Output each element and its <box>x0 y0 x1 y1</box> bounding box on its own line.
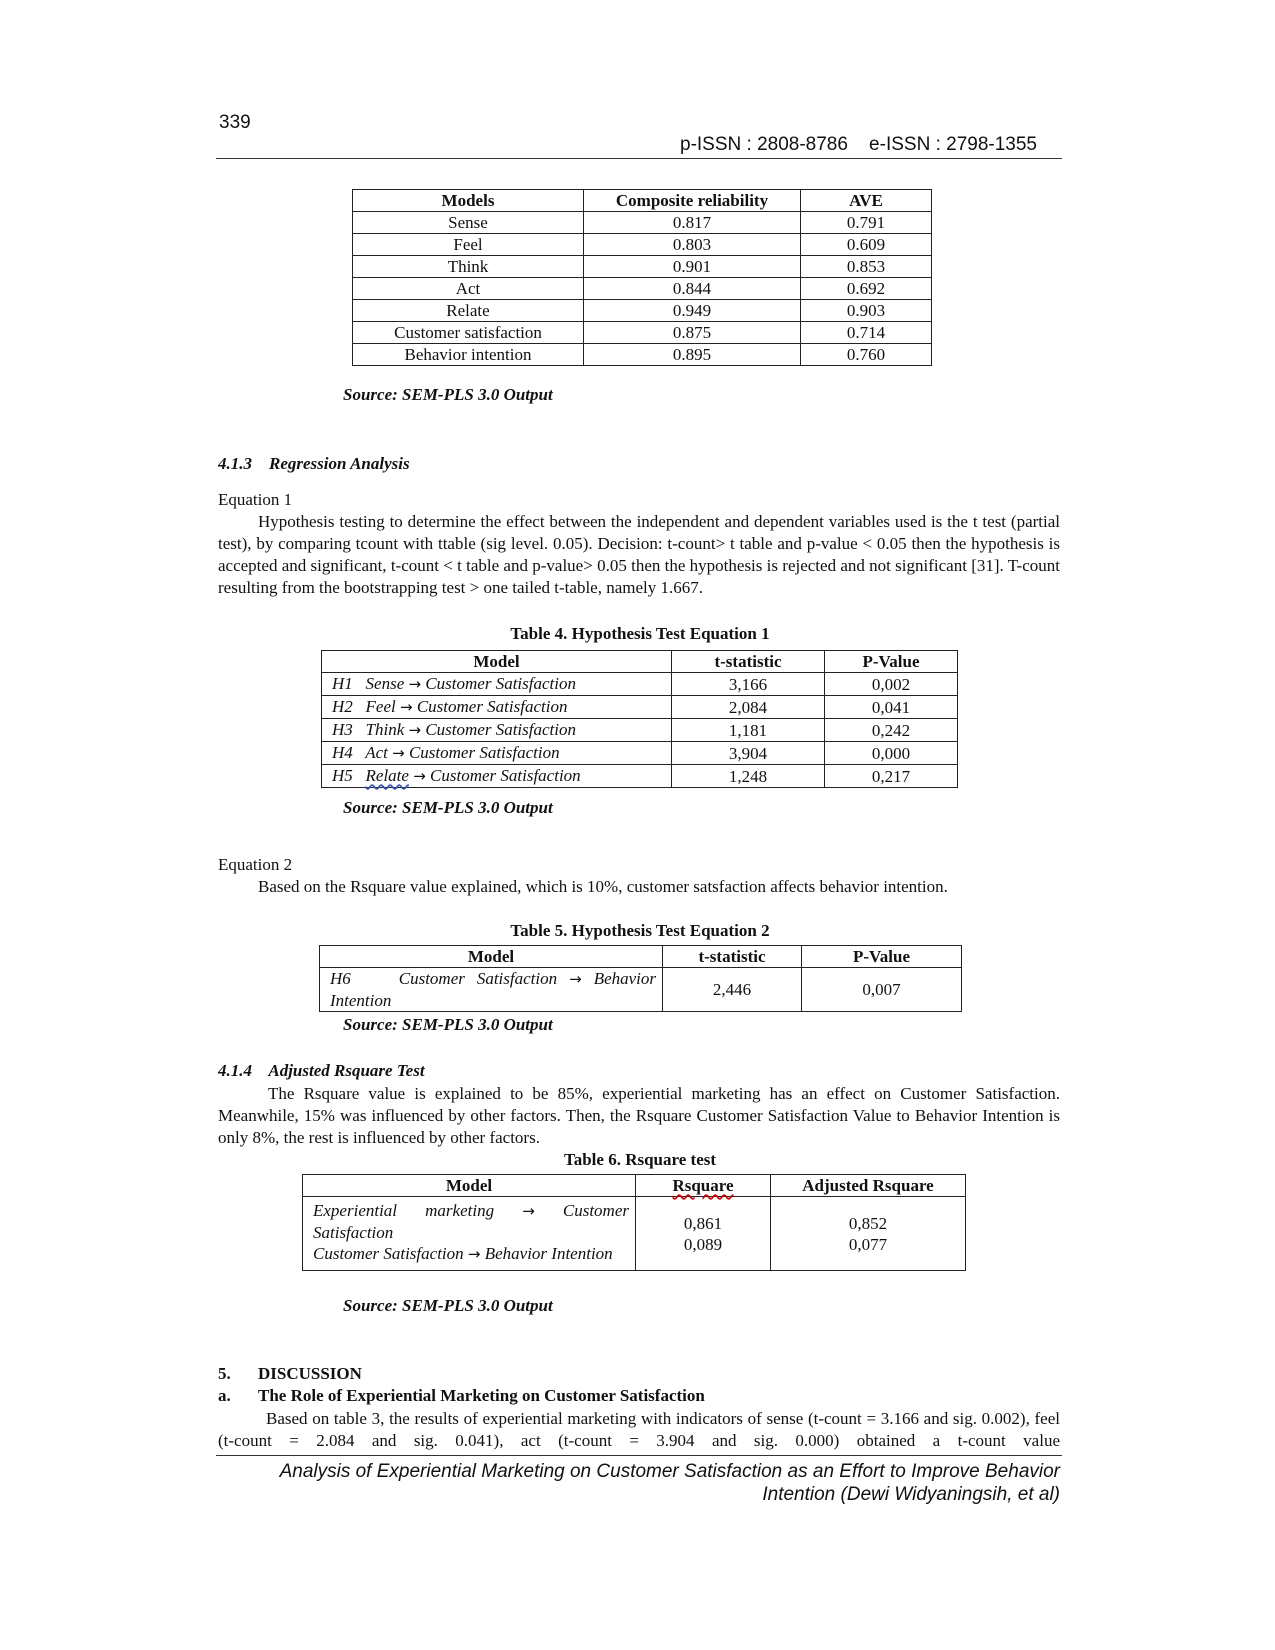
hyp-to: Behavior Intention <box>330 969 657 1010</box>
table-row <box>353 278 932 300</box>
hypothesis-cell <box>322 673 672 696</box>
table-row <box>322 765 958 788</box>
cell: Feel <box>353 234 584 256</box>
table-6-caption: Table 6. Rsquare test <box>563 1150 717 1169</box>
rsquare-cell <box>636 1197 771 1271</box>
footer-citation <box>240 1460 1060 1506</box>
hyp-id: H5 <box>332 766 353 785</box>
table-row <box>322 673 958 696</box>
p-value-cell: 0,217 <box>825 765 958 788</box>
table-row <box>320 968 962 1012</box>
table-3-body <box>353 212 932 366</box>
arrow-right-icon: → <box>408 675 422 693</box>
table-row <box>303 1197 966 1271</box>
table-3-composite-reliability <box>352 189 932 366</box>
hyp-from: Sense <box>365 674 405 693</box>
cell: Act <box>353 278 584 300</box>
hyp-to: Customer Satisfaction <box>425 674 576 693</box>
cell: 0.853 <box>801 256 932 278</box>
header-rule <box>216 158 1062 159</box>
hyp-id: H3 <box>332 720 353 739</box>
equation-2-label: Equation 2 <box>218 855 293 874</box>
hyp-to: Customer Satisfaction <box>416 697 568 716</box>
table-row <box>322 719 958 742</box>
table-3-header-cr: Composite reliability <box>584 190 801 212</box>
model-from: Experiential marketing <box>313 1201 495 1220</box>
model-to: Customer Satisfaction <box>313 1201 629 1242</box>
t-statistic-cell: 3,904 <box>672 742 825 765</box>
table-5-source: Source: SEM-PLS 3.0 Output <box>343 1015 553 1034</box>
table-row <box>353 300 932 322</box>
cell: 0.714 <box>801 322 932 344</box>
hyp-id: H2 <box>332 697 353 716</box>
table-5-caption: Table 5. Hypothesis Test Equation 2 <box>510 921 770 940</box>
t-statistic-cell: 3,166 <box>672 673 825 696</box>
cell: 0.760 <box>801 344 932 366</box>
cell: Sense <box>353 212 584 234</box>
footer-rule <box>216 1455 1062 1456</box>
table-3-header-models: Models <box>353 190 584 212</box>
hyp-to: Customer Satisfaction <box>425 720 576 739</box>
table-4-header-model: Model <box>322 651 672 673</box>
arrow-right-icon: → <box>522 1202 535 1220</box>
table-row <box>353 234 932 256</box>
p-value-cell: 0,000 <box>825 742 958 765</box>
arrow-right-icon: → <box>467 1245 481 1263</box>
discussion-subsection-letter: a. <box>218 1386 231 1405</box>
model-to: Behavior Intention <box>484 1244 613 1263</box>
cell: 0.791 <box>801 212 932 234</box>
p-value-cell: 0,041 <box>825 696 958 719</box>
hyp-id: H4 <box>332 743 353 762</box>
table-5-header-t: t-statistic <box>663 946 802 968</box>
table-3-source: Source: SEM-PLS 3.0 Output <box>343 385 553 404</box>
t-statistic-cell: 2,084 <box>672 696 825 719</box>
cell: Behavior intention <box>353 344 584 366</box>
hyp-from: Act <box>365 743 388 762</box>
hyp-to: Customer Satisfaction <box>430 766 581 785</box>
cell: 0.895 <box>584 344 801 366</box>
table-5-hypothesis-equation-2 <box>319 945 962 1012</box>
p-value-cell: 0,002 <box>825 673 958 696</box>
page-number: 339 <box>219 112 251 133</box>
hypothesis-cell <box>320 968 663 1012</box>
model-from: Customer Satisfaction <box>313 1244 464 1263</box>
table-4-header-t: t-statistic <box>672 651 825 673</box>
p-value-cell: 0,242 <box>825 719 958 742</box>
table-3-header-ave: AVE <box>801 190 932 212</box>
cell: 0.901 <box>584 256 801 278</box>
footer-line-1: Analysis of Experiential Marketing on Customer Satisfaction as an Effort to Improve Behavior <box>279 1461 1060 1482</box>
hyp-to: Customer Satisfaction <box>408 743 560 762</box>
t-statistic-cell: 2,446 <box>663 968 802 1012</box>
table-6-source: Source: SEM-PLS 3.0 Output <box>343 1296 553 1315</box>
cell: Think <box>353 256 584 278</box>
model-line <box>313 1243 629 1265</box>
table-row <box>353 256 932 278</box>
cell: 0.844 <box>584 278 801 300</box>
hyp-id: H6 <box>330 969 351 988</box>
arrow-right-icon: → <box>399 698 413 716</box>
equation-1-label: Equation 1 <box>218 490 293 509</box>
table-4-source: Source: SEM-PLS 3.0 Output <box>343 798 553 817</box>
t-statistic-cell: 1,181 <box>672 719 825 742</box>
arrow-right-icon: → <box>392 744 405 762</box>
cell: 0.817 <box>584 212 801 234</box>
discussion-title: DISCUSSION <box>258 1364 362 1383</box>
hyp-id: H1 <box>332 674 353 693</box>
issn-line: p-ISSN : 2808-8786 e-ISSN : 2798-1355 <box>680 134 1037 155</box>
adjusted-rsquare-cell <box>771 1197 966 1271</box>
table-6-rsquare <box>302 1174 966 1271</box>
discussion-paragraph: Based on table 3, the results of experiential marketing with indicators of sense (t-count = 3.166 and sig. 0.002), feel (t-count = 2.084 and sig. 0.041), act (t-count = 3.904 and sig. 0.000) obtained a t-count value <box>218 1409 1060 1450</box>
table-row <box>353 344 932 366</box>
hyp-from: Feel <box>365 697 396 716</box>
arrow-right-icon: → <box>408 721 422 739</box>
model-line <box>313 1200 629 1243</box>
cell: 0.692 <box>801 278 932 300</box>
cell: 0.609 <box>801 234 932 256</box>
rsquare-value: 0,089 <box>683 1234 723 1254</box>
cell: Customer satisfaction <box>353 322 584 344</box>
model-cell <box>303 1197 636 1271</box>
hyp-from: Think <box>365 720 405 739</box>
rsquare-header-text: Rsquare <box>672 1176 734 1195</box>
cell: 0.903 <box>801 300 932 322</box>
cell: 0.949 <box>584 300 801 322</box>
table-row <box>322 742 958 765</box>
footer-line-2: Intention (Dewi Widyaningsih, et al) <box>762 1484 1060 1505</box>
arrow-right-icon: → <box>413 767 426 785</box>
discussion-number: 5. <box>218 1364 231 1383</box>
hypothesis-cell <box>322 742 672 765</box>
table-5-header-p: P-Value <box>802 946 962 968</box>
table-4-caption: Table 4. Hypothesis Test Equation 1 <box>510 624 770 643</box>
p-value-cell: 0,007 <box>802 968 962 1012</box>
arrow-right-icon: → <box>569 970 582 988</box>
rsquare-paragraph: The Rsquare value is explained to be 85%, experiential marketing has an effect on Customer Satisfaction. Meanwhile, 15% was influenced by other factors. Then, the Rsquare Customer Satisfaction Value to Behavior Intention is only 8%, the rest is influenced by other factors. <box>218 1084 1060 1147</box>
hypothesis-cell <box>322 765 672 788</box>
section-heading-4-1-3: 4.1.3 Regression Analysis <box>218 454 410 473</box>
table-4-hypothesis-equation-1 <box>321 650 958 788</box>
adjusted-rsquare-value: 0,852 <box>848 1213 888 1233</box>
cell: 0.803 <box>584 234 801 256</box>
table-row <box>353 322 932 344</box>
table-6-header-model: Model <box>303 1175 636 1197</box>
regression-paragraph: Hypothesis testing to determine the effect between the independent and dependent variables used is the t test (partial test), by comparing tcount with ttable (sig level. 0.05). Decision: t-count> t table and p-value < 0.05 then the hypothesis is accepted and significant, t-count < t table and p-value> 0.05 then the hypothesis is rejected and not significant [31]. T-count resulting from the bootstrapping test > one tailed t-table, namely 1.667. <box>218 512 1060 597</box>
hyp-from: Customer Satisfaction <box>398 969 558 988</box>
t-statistic-cell: 1,248 <box>672 765 825 788</box>
table-4-header-p: P-Value <box>825 651 958 673</box>
table-row <box>353 212 932 234</box>
cell: 0.875 <box>584 322 801 344</box>
hypothesis-cell <box>322 719 672 742</box>
rsquare-value: 0,861 <box>683 1213 723 1233</box>
adjusted-rsquare-value: 0,077 <box>848 1234 888 1254</box>
table-row <box>322 696 958 719</box>
cell: Relate <box>353 300 584 322</box>
hyp-from: Relate <box>365 766 409 785</box>
table-6-header-rsquare <box>636 1175 771 1197</box>
hypothesis-cell <box>322 696 672 719</box>
section-heading-4-1-4: 4.1.4 Adjusted Rsquare Test <box>218 1061 425 1080</box>
equation-2-paragraph: Based on the Rsquare value explained, which is 10%, customer satsfaction affects behavior intention. <box>258 877 948 896</box>
discussion-subsection-title: The Role of Experiential Marketing on Customer Satisfaction <box>258 1386 705 1405</box>
table-5-header-model: Model <box>320 946 663 968</box>
table-6-header-adjusted: Adjusted Rsquare <box>771 1175 966 1197</box>
